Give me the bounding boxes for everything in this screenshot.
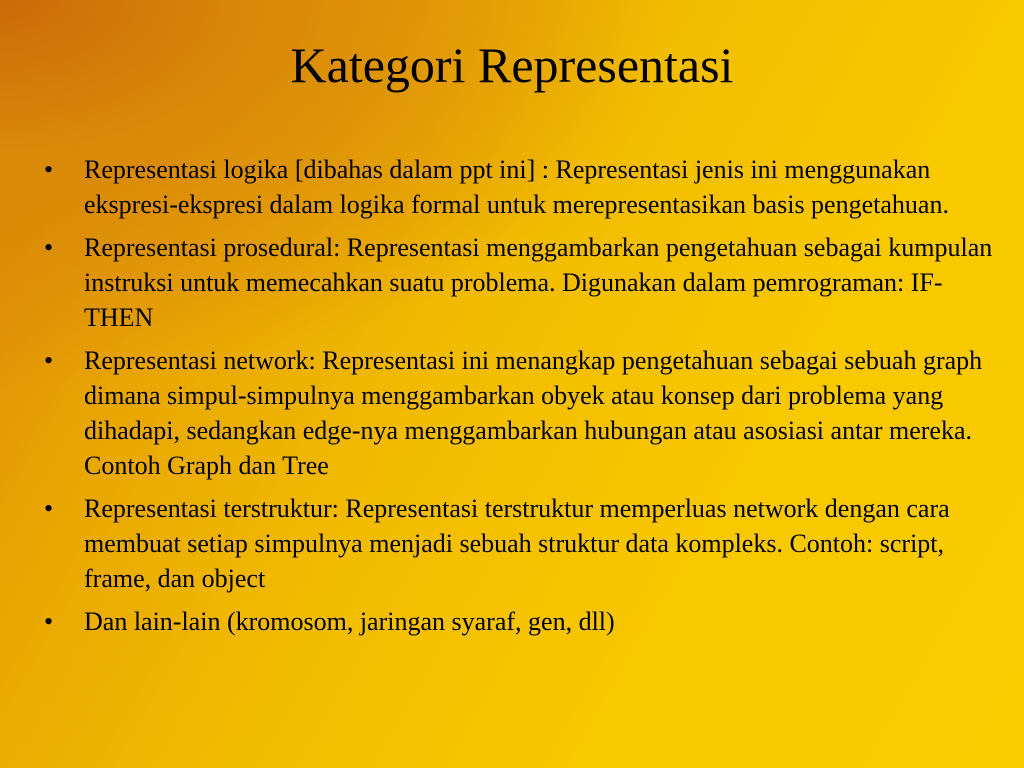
bullet-list xyxy=(44,152,994,647)
bullet-item-terstruktur xyxy=(44,491,994,596)
bullet-text: Representasi logika [dibahas dalam ppt ini] : Representasi jenis ini menggunakan ekspresi-ekspresi dalam logika formal untuk merepresentasikan basis pengetahuan. xyxy=(84,155,949,219)
bullet-item-lain-lain xyxy=(44,604,994,639)
slide-title: Kategori Representasi xyxy=(290,37,734,93)
bullet-item-network xyxy=(44,343,994,483)
bullet-icon: • xyxy=(44,155,54,184)
bullet-icon: • xyxy=(44,607,54,636)
bullet-text: Dan lain-lain (kromosom, jaringan syaraf, gen, dll) xyxy=(84,607,615,636)
bullet-text: Representasi prosedural: Representasi menggambarkan pengetahuan sebagai kumpulan instruksi untuk memecahkan suatu problema. Digunakan dalam pemrograman: IF-THEN xyxy=(84,233,993,332)
bullet-icon: • xyxy=(44,346,54,375)
bullet-text: Representasi network: Representasi ini menangkap pengetahuan sebagai sebuah graph dimana simpul-simpulnya menggambarkan obyek atau konsep dari problema yang dihadapi, sedangkan edge-nya menggambarkan hubungan atau asosiasi antar mereka. Contoh Graph dan Tree xyxy=(84,346,983,480)
bullet-icon: • xyxy=(44,233,54,262)
bullet-icon: • xyxy=(44,494,54,523)
bullet-item-prosedural xyxy=(44,230,994,335)
bullet-text: Representasi terstruktur: Representasi terstruktur memperluas network dengan cara membuat setiap simpulnya menjadi sebuah struktur data kompleks. Contoh: script, frame, dan object xyxy=(84,494,950,593)
bullet-item-logika xyxy=(44,152,994,222)
